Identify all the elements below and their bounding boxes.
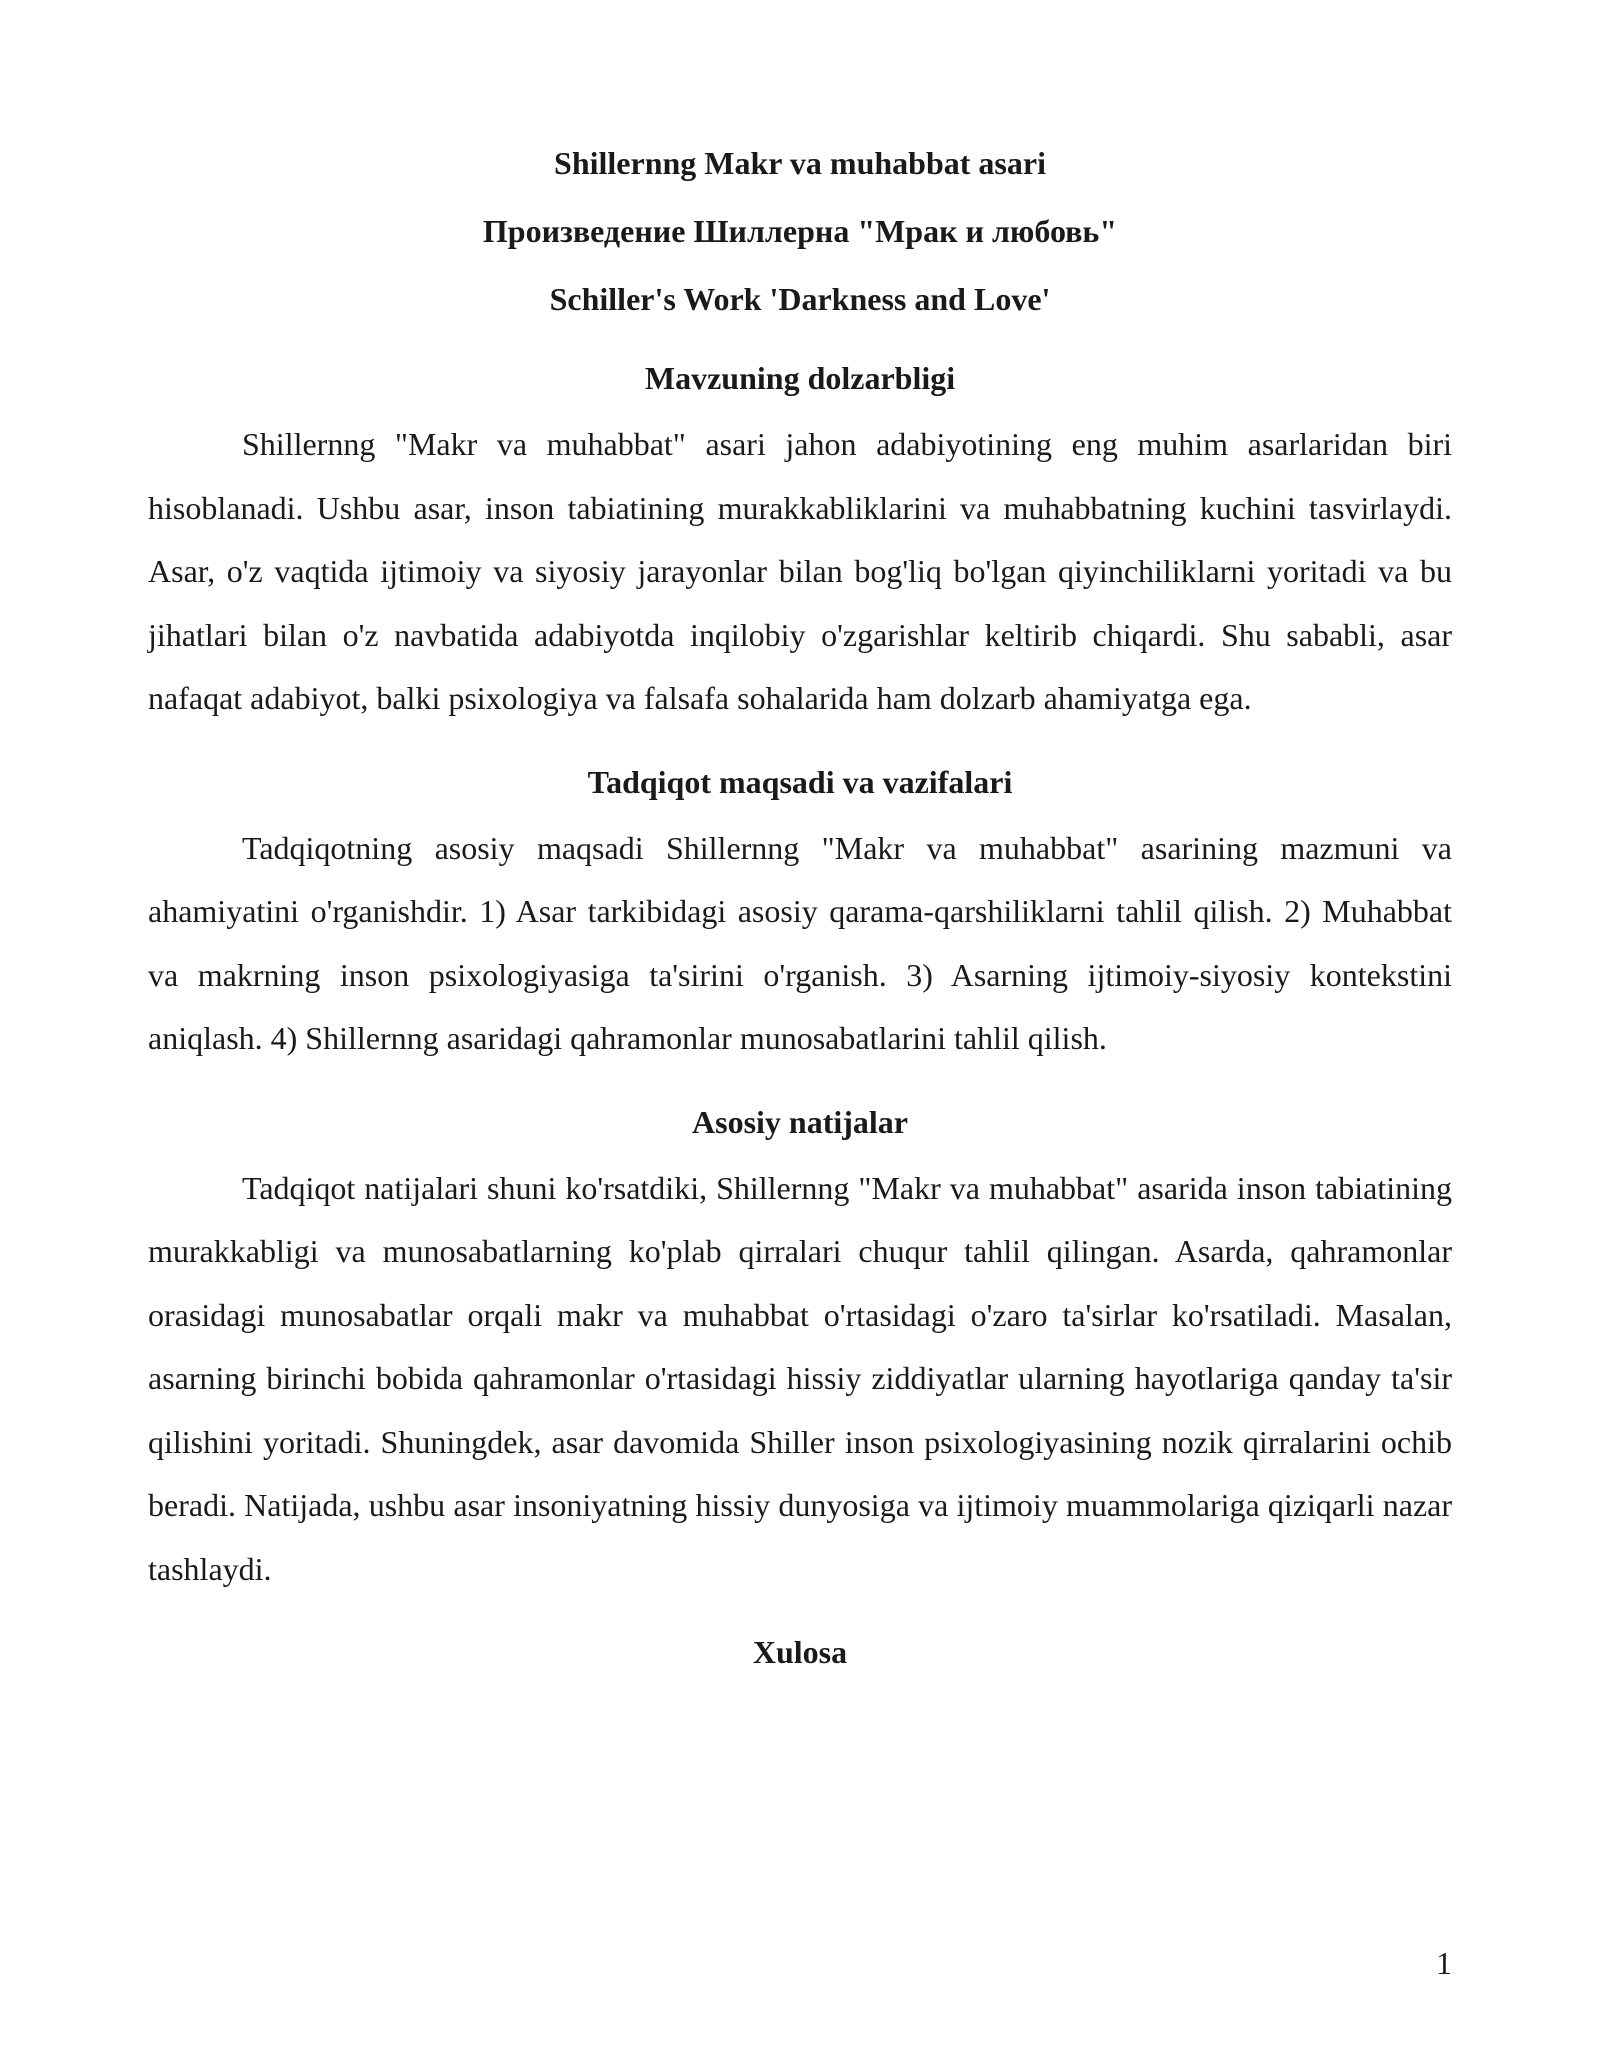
page-content [148,143,1452,1673]
page-number: 1 [1436,1945,1452,1981]
title-english: Schiller's Work 'Darkness and Love' [549,281,1051,317]
heading-research-goals: Tadqiqot maqsadi va vazifalari [587,763,1013,800]
heading-main-results: Asosiy natijalar [692,1103,908,1140]
heading-relevance: Mavzuning dolzarbligi [644,360,956,396]
paragraph-research-goals: Tadqiqotning asosiy maqsadi Shillernng "Makr va muhabbat" asarining mazmuni va ahamiyatini o'rganishdir. 1) Asar tarkibidagi asosiy qarama-qarshiliklarni tahlil qilish. 2) Muhabbat va makrning inson psixologiyasiga ta'sirini o'rganish. 3) Asarning ijtimoiy-siyosiy kontekstini aniqlash. 4) Shillernng asaridagi qahramonlar munosabatlarini tahlil qilish. [148,829,1452,1056]
paragraph-relevance: Shillernng "Makr va muhabbat" asari jahon adabiyotining eng muhim asarlaridan biri hisoblanadi. Ushbu asar, inson tabiatining murakkabliklarini va muhabbatning kuchini tasvirlaydi. Asar, o'z vaqtida ijtimoiy va siyosiy jarayonlar bilan bog'liq bo'lgan qiyinchiliklarni yoritadi va bu jihatlari bilan o'z navbatida adabiyotda inqilobiy o'zgarishlar keltirib chiqardi. Shu sababli, asar nafaqat adabiyot, balki psixologiya va falsafa sohalarida ham dolzarb ahamiyatga ega. [148,426,1452,716]
title-russian: Произведение Шиллерна "Мрак и любовь" [482,213,1118,249]
heading-conclusion: Xulosa [752,1634,848,1670]
paragraph-main-results: Tadqiqot natijalari shuni ko'rsatdiki, Shillernng "Makr va muhabbat" asarida inson tabiatining murakkabligi va munosabatlarning ko'plab qirralari chuqur tahlil qilingan. Asarda, qahramonlar orasidagi munosabatlar orqali makr va muhabbat o'rtasidagi o'zaro ta'sirlar ko'rsatiladi. Masalan, asarning birinchi bobida qahramonlar o'rtasidagi hissiy ziddiyatlar ularning hayotlariga qanday ta'sir qilishini yoritadi. Shuningdek, asar davomida Shiller inson psixologiyasining nozik qirralarini ochib beradi. Natijada, ushbu asar insoniyatning hissiy dunyosiga va ijtimoiy muammolariga qiziqarli nazar tashlaydi. [148,1169,1452,1587]
title-uzbek: Shillernng Makr va muhabbat asari [554,145,1046,181]
